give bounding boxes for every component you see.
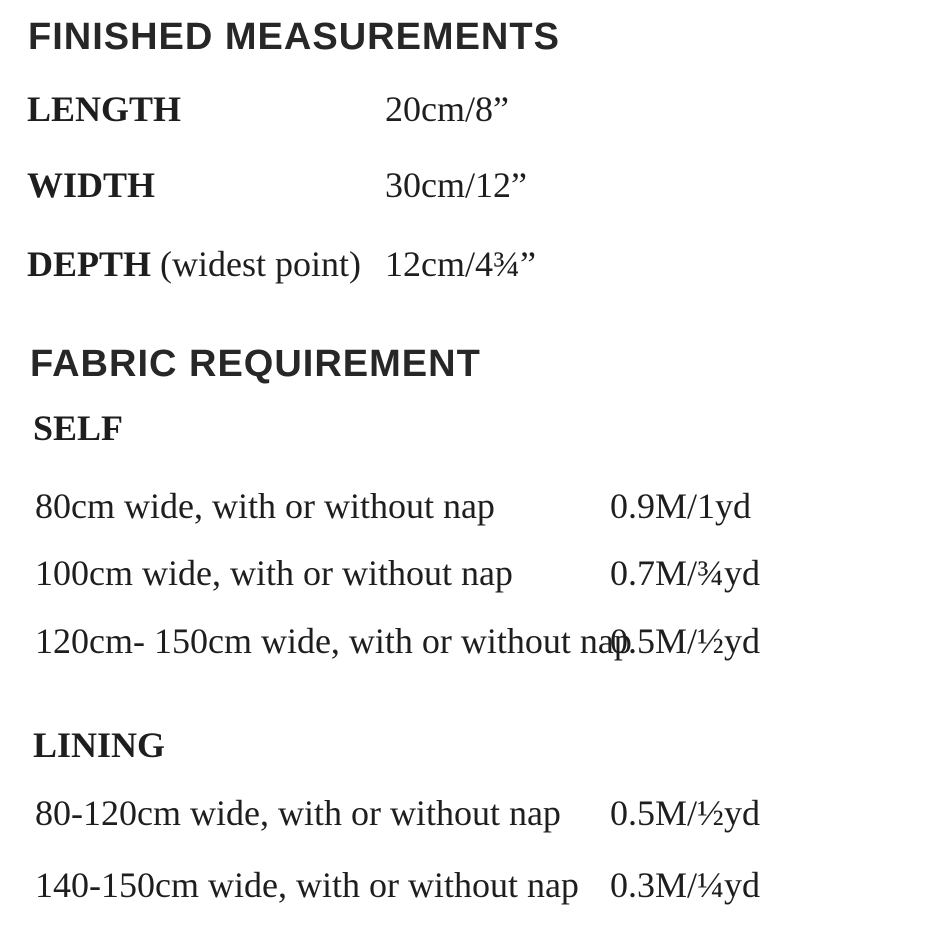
measurement-value: 30cm/12”	[385, 165, 527, 205]
fabric-description: 80cm wide, with or without nap	[35, 486, 495, 526]
fabric-row	[35, 623, 925, 659]
self-subheading: SELF	[33, 408, 124, 448]
fabric-row	[35, 488, 925, 524]
measurement-note: (widest point)	[160, 244, 361, 284]
fabric-amount: 0.7M/¾yd	[610, 553, 761, 593]
fabric-row	[35, 867, 925, 903]
measurement-row-depth	[27, 246, 917, 282]
measurement-label: DEPTH	[27, 244, 152, 284]
measurement-row-width	[27, 167, 917, 203]
fabric-row	[35, 555, 925, 591]
fabric-amount: 0.5M/½yd	[610, 621, 761, 661]
measurement-label: LENGTH	[27, 89, 182, 129]
measurement-value: 12cm/4¾”	[385, 244, 536, 284]
fabric-amount: 0.5M/½yd	[610, 793, 761, 833]
fabric-description: 100cm wide, with or without nap	[35, 553, 513, 593]
fabric-amount: 0.3M/¼yd	[610, 865, 761, 905]
finished-measurements-heading: FINISHED MEASUREMENTS	[28, 16, 560, 58]
measurement-label: WIDTH	[27, 165, 156, 205]
measurement-value: 20cm/8”	[385, 89, 509, 129]
fabric-amount: 0.9M/1yd	[610, 486, 752, 526]
fabric-description: 80-120cm wide, with or without nap	[35, 793, 561, 833]
lining-subheading: LINING	[33, 725, 166, 765]
fabric-description: 120cm- 150cm wide, with or without nap	[35, 621, 632, 661]
fabric-requirement-heading: FABRIC REQUIREMENT	[30, 343, 481, 385]
fabric-row	[35, 795, 925, 831]
fabric-description: 140-150cm wide, with or without nap	[35, 865, 579, 905]
measurement-row-length	[27, 91, 917, 127]
